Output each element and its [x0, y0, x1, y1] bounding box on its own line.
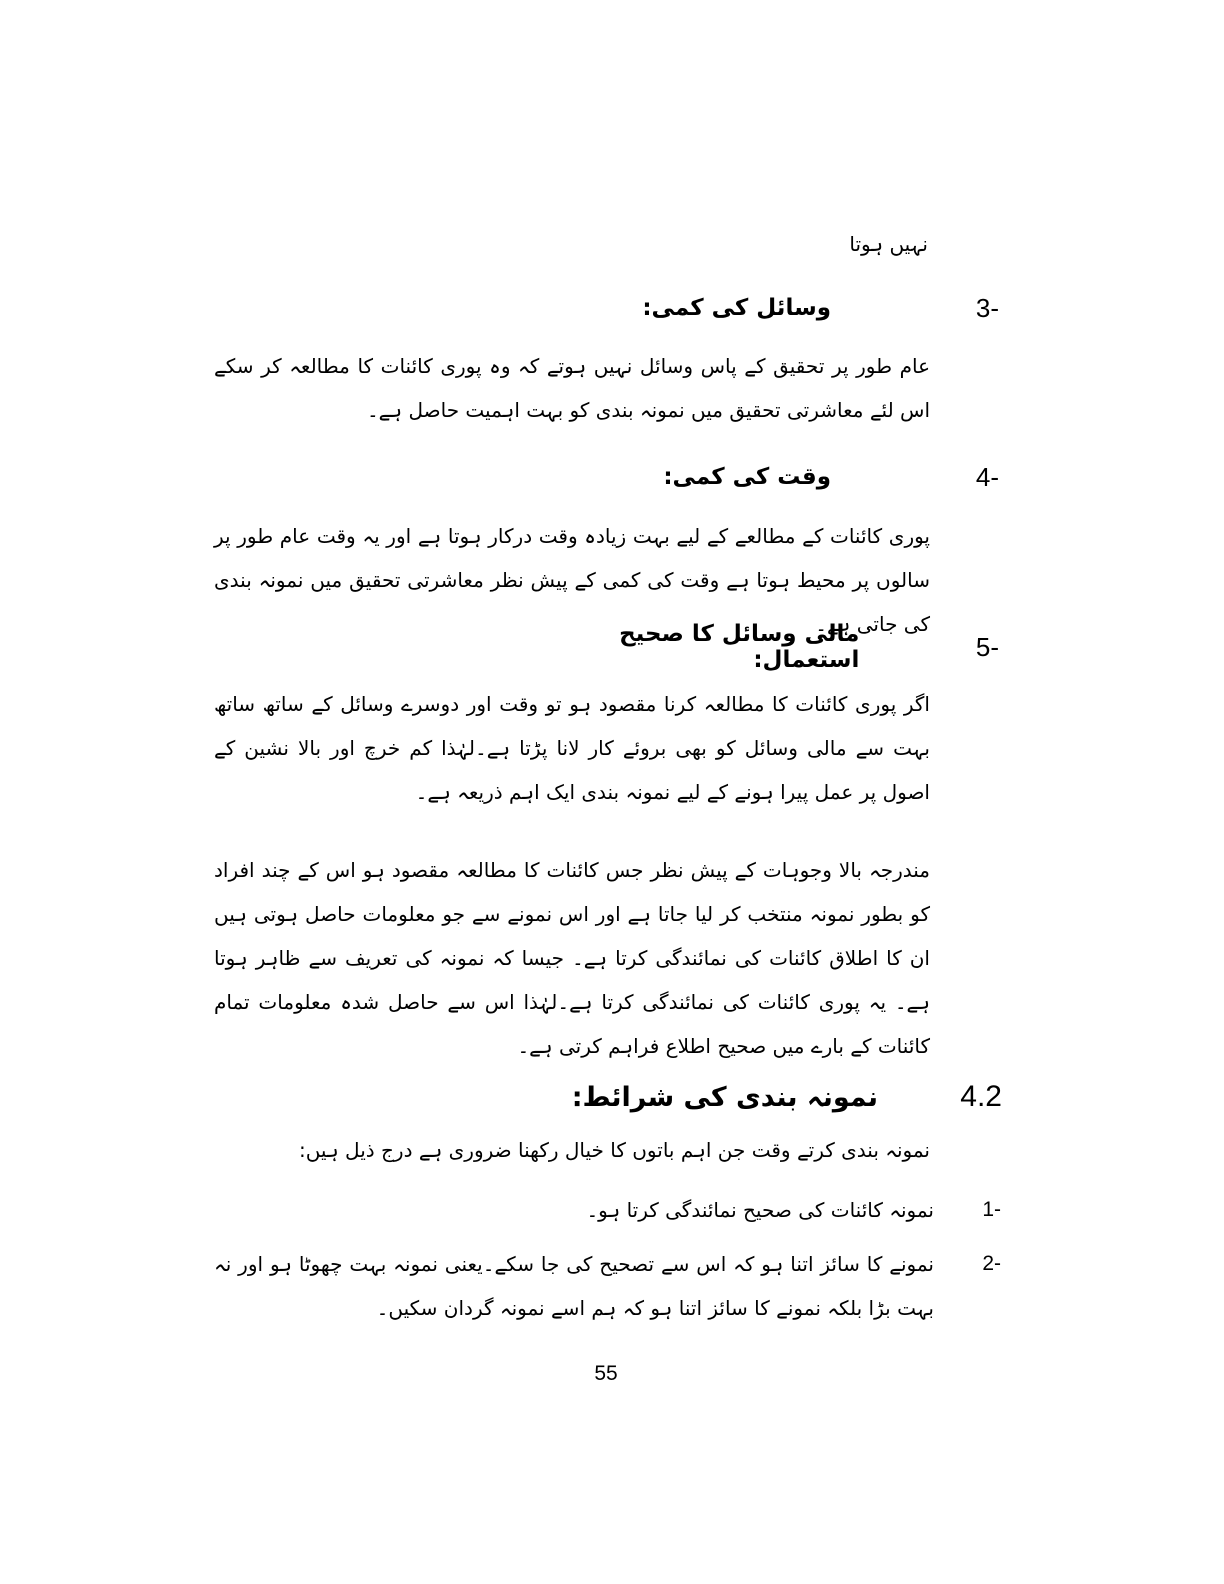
continuation-text: نہیں ہوتا [849, 232, 928, 256]
item-3-number: 3- [975, 292, 999, 323]
condition-2 [214, 1242, 1001, 1330]
item-3-paragraph: عام طور پر تحقیق کے پاس وسائل نہیں ہوتے کہ وہ پوری کائنات کا مطالعہ کر سکے اس لئے معاشرتی تحقیق میں نمونہ بندی کو بہت اہمیت حاصل ہے۔ [214, 354, 930, 422]
item-4-heading [600, 455, 999, 499]
section-intro: نمونہ بندی کرتے وقت جن اہم باتوں کا خیال رکھنا ضروری ہے درج ذیل ہیں: [298, 1138, 930, 1162]
item-5-paragraph: اگر پوری کائنات کا مطالعہ کرنا مقصود ہو تو وقت اور دوسرے وسائل کے ساتھ ساتھ بہت سے مالی وسائل کو بھی بروئے کار لانا پڑتا ہے۔لہٰذا کم خرچ اور بالا نشین کے اصول پر عمل پیرا ہونے کے لیے نمونہ بندی ایک اہم ذریعہ ہے۔ [214, 692, 930, 804]
item-5-heading [600, 621, 999, 673]
item-4-number: 4- [975, 461, 999, 492]
condition-2-number: 2- [982, 1252, 1001, 1275]
section-title: نمونہ بندی کی شرائط: [571, 1081, 878, 1113]
condition-1-number: 1- [982, 1198, 1001, 1221]
item-3-heading [600, 286, 999, 330]
condition-1 [214, 1188, 1001, 1232]
condition-1-text: نمونہ کائنات کی صحیح نمائندگی کرتا ہو۔ [586, 1198, 934, 1222]
page-number: 55 [594, 1362, 618, 1385]
item-5-title: مالی وسائل کا صحیح استعمال: [619, 621, 860, 673]
item-4-title: وقت کی کمی: [663, 464, 831, 490]
item-5-number: 5- [975, 631, 999, 662]
section-number: 4.2 [960, 1080, 1002, 1113]
item-4-paragraph: پوری کائنات کے مطالعے کے لیے بہت زیادہ وقت درکار ہوتا ہے اور یہ وقت عام طور پر سالوں پر محیط ہوتا ہے وقت کی کمی کے پیش نظر معاشرتی تحقیق میں نمونہ بندی کی جاتی ہے۔ [214, 524, 930, 636]
section-heading [500, 1070, 1002, 1124]
condition-2-text: نمونے کا سائز اتنا ہو کہ اس سے تصحیح کی جا سکے۔یعنی نمونہ بہت چھوٹا ہو اور نہ بہت بڑا بلکہ نمونے کا سائز اتنا ہو کہ ہم اسے نمونہ گردان سکیں۔ [214, 1252, 934, 1320]
summary-paragraph: مندرجہ بالا وجوہات کے پیش نظر جس کائنات کا مطالعہ مقصود ہو اس کے چند افراد کو بطور نمونہ منتخب کر لیا جاتا ہے اور اس نمونے سے جو معلومات حاصل ہوتی ہیں ان کا اطلاق کائنات کی نمائندگی کرتا ہے۔ جیسا کہ نمونہ کی تعریف سے ظاہر ہوتا ہے۔ یہ پوری کائنات کی نمائندگی کرتا ہے۔لہٰذا اس سے حاصل شدہ معلومات تمام کائنات کے بارے میں صحیح اطلاع فراہم کرتی ہے۔ [214, 858, 930, 1058]
item-3-title: وسائل کی کمی: [642, 295, 831, 321]
